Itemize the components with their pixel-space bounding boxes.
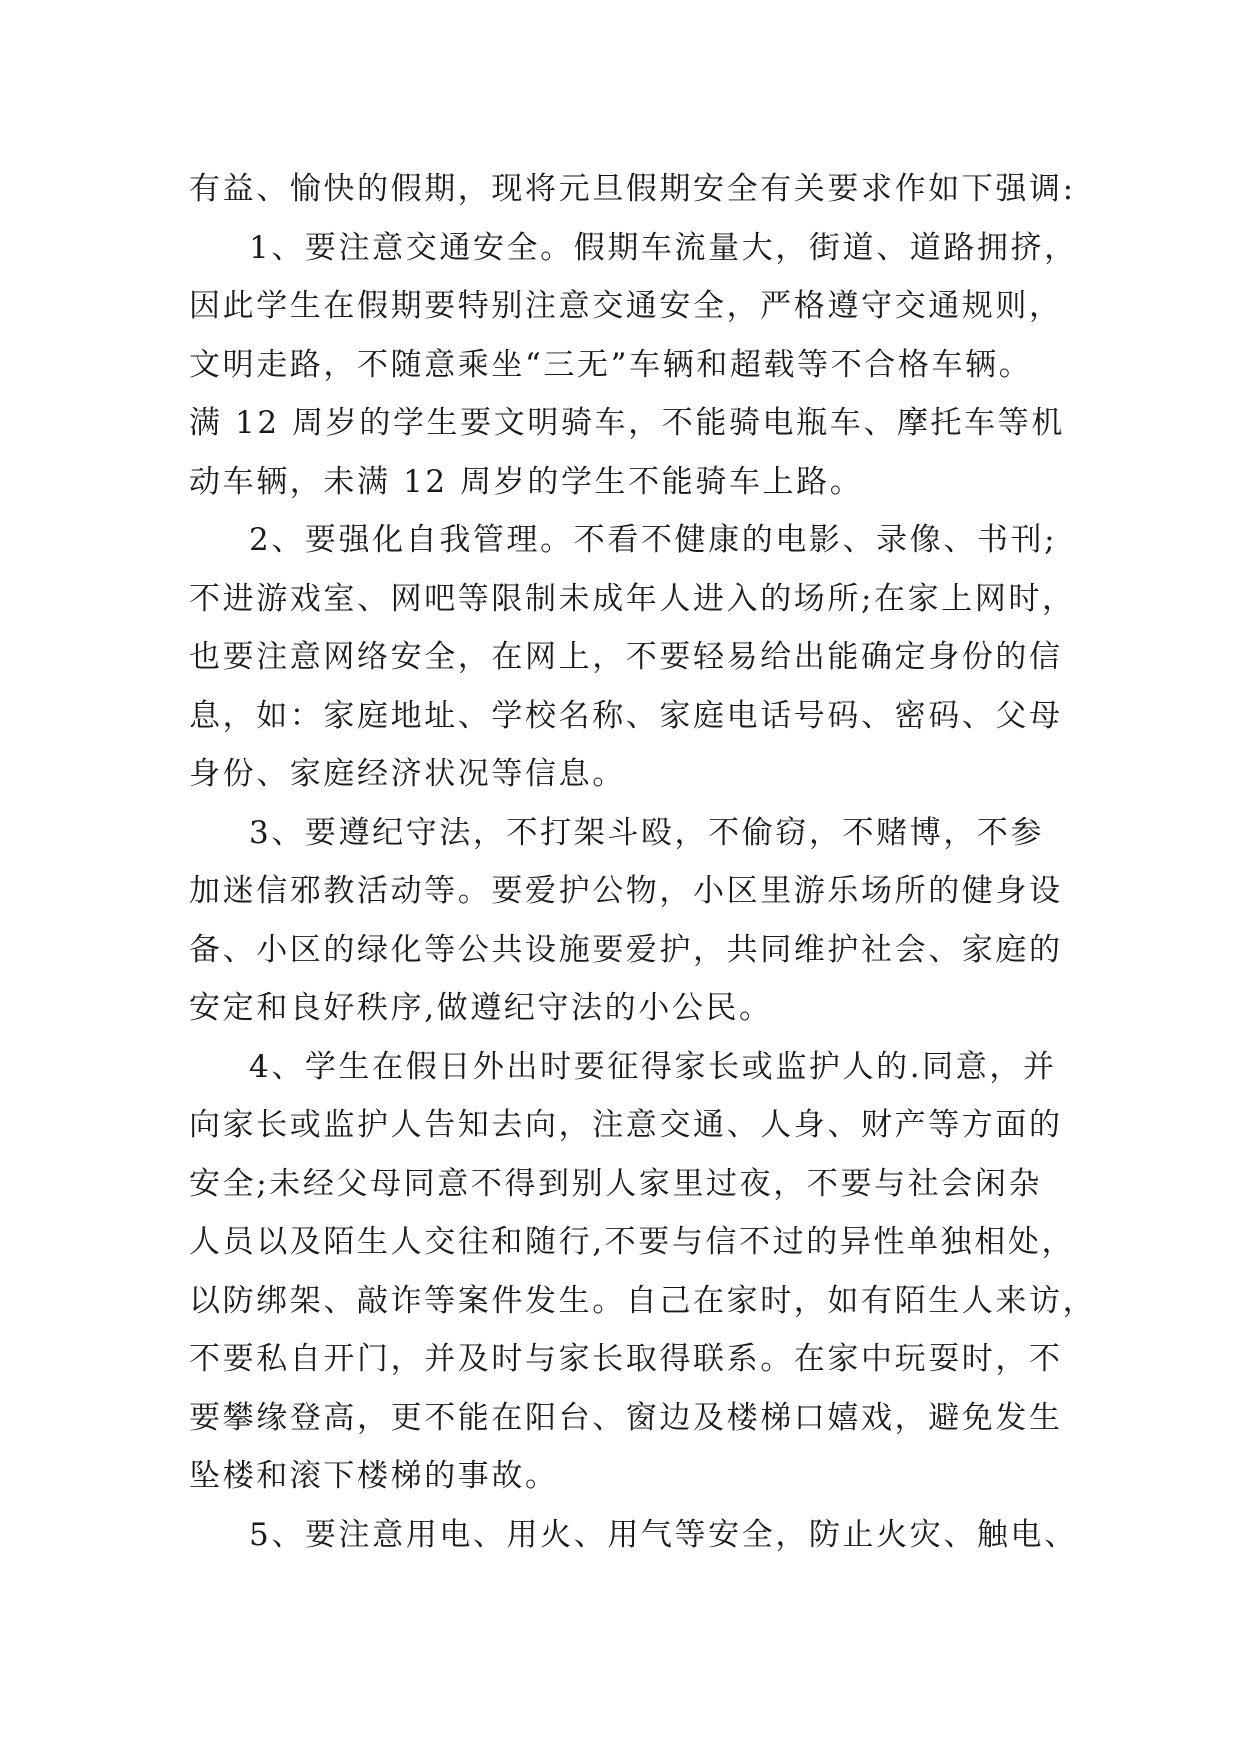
paragraph-line: 备、小区的绿化等公共设施要爱护，共同维护社会、家庭的 xyxy=(189,931,1063,968)
paragraph-line: 加迷信邪教活动等。要爱护公物，小区里游乐场所的健身设 xyxy=(189,873,1063,909)
paragraph-line: 息，如：家庭地址、学校名称、家庭电话号码、密码、父母 xyxy=(189,697,1063,734)
paragraph-line: 不进游戏室、网吧等限制未成年人进入的场所;在家上网时， xyxy=(189,580,1076,617)
paragraph-line: 安全;未经父母同意不得到别人家里过夜，不要与社会闲杂 xyxy=(189,1165,1043,1202)
paragraph-line: 以防绑架、敲诈等案件发生。自己在家时，如有陌生人来访， xyxy=(189,1282,1097,1319)
paragraph-line: 坠楼和滚下楼梯的事故。 xyxy=(189,1458,559,1494)
paragraph-line: 身份、家庭经济状况等信息。 xyxy=(189,756,626,792)
paragraph-line: 满 12 周岁的学生要文明骑车，不能骑电瓶车、摩托车等机 xyxy=(189,405,1065,441)
paragraph-line: 5、要注意用电、用火、用气等安全，防止火灾、触电、 xyxy=(249,1516,1078,1553)
document-body xyxy=(189,160,1097,1564)
paragraph-line: 也要注意网络安全，在网上，不要轻易给出能确定身份的信 xyxy=(189,639,1063,675)
paragraph-line: 人员以及陌生人交往和随行,不要与信不过的异性单独相处， xyxy=(189,1224,1076,1260)
paragraph-line: 要攀缘登高，更不能在阳台、窗边及楼梯口嬉戏，避免发生 xyxy=(189,1399,1063,1436)
paragraph-line: 因此学生在假期要特别注意交通安全，严格遵守交通规则， xyxy=(189,288,1063,324)
paragraph-line: 4、学生在假日外出时要征得家长或监护人的.同意，并 xyxy=(249,1048,1057,1085)
paragraph-line: 1、要注意交通安全。假期车流量大，街道、道路拥挤， xyxy=(249,229,1078,266)
paragraph-line: 有益、愉快的假期，现将元旦假期安全有关要求作如下强调: xyxy=(189,171,1076,207)
paragraph-line: 动车辆，未满 12 周岁的学生不能骑车上路。 xyxy=(189,463,864,500)
paragraph-line: 向家长或监护人告知去向，注意交通、人身、财产等方面的 xyxy=(189,1107,1063,1143)
paragraph-line: 2、要强化自我管理。不看不健康的电影、录像、书刊; xyxy=(249,522,1058,558)
paragraph-line: 3、要遵纪守法，不打架斗殴，不偷窃，不赌博，不参 xyxy=(249,814,1045,851)
paragraph-line: 安定和良好秩序,做遵纪守法的小公民。 xyxy=(189,990,773,1026)
paragraph-line: 不要私自开门，并及时与家长取得联系。在家中玩耍时，不 xyxy=(189,1341,1063,1377)
paragraph-line: 文明走路，不随意乘坐“三无”车辆和超载等不合格车辆。 xyxy=(189,346,1033,383)
